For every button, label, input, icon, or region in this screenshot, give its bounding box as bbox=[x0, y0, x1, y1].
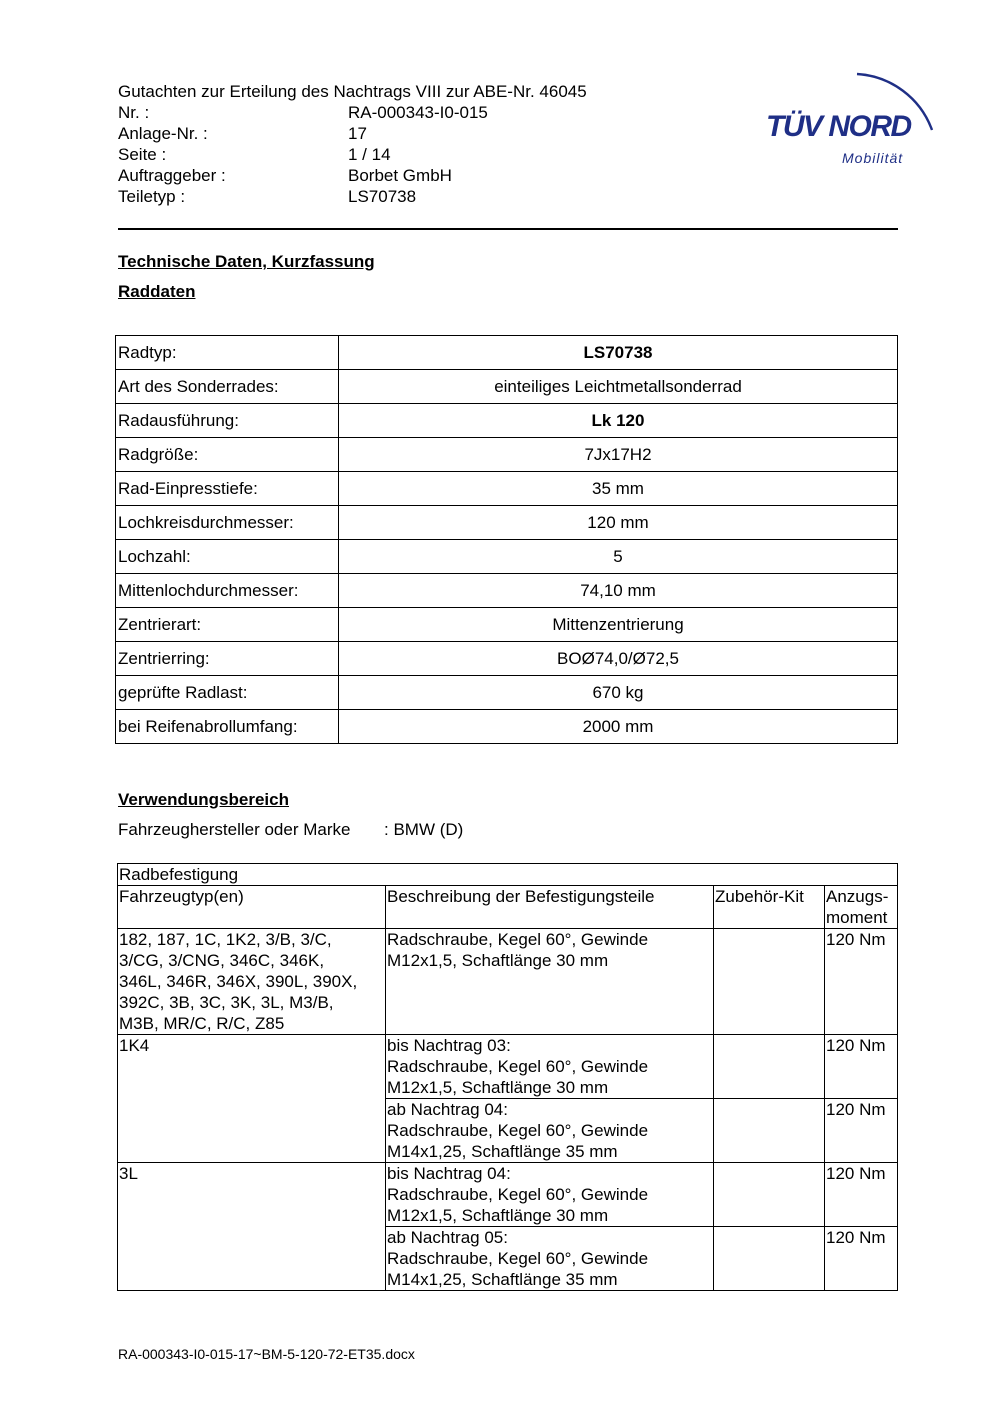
table-row bbox=[116, 370, 898, 404]
raddaten-value: Lk 120 bbox=[339, 404, 898, 438]
table-row bbox=[116, 642, 898, 676]
raddaten-value: 670 kg bbox=[339, 676, 898, 710]
torque-cell: 120 Nm bbox=[825, 1227, 898, 1291]
torque-cell: 120 Nm bbox=[825, 1099, 898, 1163]
vehicle-maker-label: Fahrzeughersteller oder Marke bbox=[118, 820, 351, 839]
raddaten-value: 120 mm bbox=[339, 506, 898, 540]
vehicle-maker-value: : BMW (D) bbox=[384, 820, 464, 839]
column-header: Beschreibung der Befestigungsteile bbox=[386, 886, 714, 929]
raddaten-label: Zentrierart: bbox=[116, 608, 339, 642]
raddaten-value: 35 mm bbox=[339, 472, 898, 506]
raddaten-value: BOØ74,0/Ø72,5 bbox=[339, 642, 898, 676]
section-heading-technische-daten: Technische Daten, Kurzfassung bbox=[118, 252, 375, 271]
fastener-description-cell: bis Nachtrag 04: Radschraube, Kegel 60°, Gewinde M12x1,5, Schaftlänge 30 mm bbox=[386, 1163, 714, 1227]
raddaten-label: Radgröße: bbox=[116, 438, 339, 472]
tuv-nord-logo bbox=[762, 58, 942, 173]
radbefestigung-table bbox=[117, 863, 898, 1291]
raddaten-label: Mittenlochdurchmesser: bbox=[116, 574, 339, 608]
fastener-description-cell: bis Nachtrag 03: Radschraube, Kegel 60°, Gewinde M12x1,5, Schaftlänge 30 mm bbox=[386, 1035, 714, 1099]
raddaten-value: 7Jx17H2 bbox=[339, 438, 898, 472]
raddaten-value: einteiliges Leichtmetallsonderrad bbox=[339, 370, 898, 404]
section-heading-verwendungsbereich: Verwendungsbereich bbox=[118, 790, 289, 809]
fastener-description-cell: ab Nachtrag 04: Radschraube, Kegel 60°, Gewinde M14x1,25, Schaftlänge 35 mm bbox=[386, 1099, 714, 1163]
accessory-kit-cell bbox=[714, 929, 825, 1035]
table-row bbox=[118, 929, 898, 1035]
accessory-kit-cell bbox=[714, 1035, 825, 1099]
header-nr-value: RA-000343-I0-015 bbox=[348, 103, 488, 122]
column-header: Anzugs- moment bbox=[825, 886, 898, 929]
table-row bbox=[116, 404, 898, 438]
header-nr-label: Nr. : bbox=[118, 103, 150, 122]
table-row bbox=[118, 1035, 898, 1099]
logo-brand-text: TÜV NORD bbox=[766, 110, 911, 143]
table-row bbox=[116, 574, 898, 608]
header-divider bbox=[118, 228, 898, 230]
header-teiletyp-label: Teiletyp : bbox=[118, 187, 186, 206]
table-title-row bbox=[118, 864, 898, 886]
table-header-row bbox=[118, 886, 898, 929]
raddaten-value: Mittenzentrierung bbox=[339, 608, 898, 642]
raddaten-value: LS70738 bbox=[339, 336, 898, 370]
table-row bbox=[116, 676, 898, 710]
raddaten-label: Zentrierring: bbox=[116, 642, 339, 676]
radbefestigung-title: Radbefestigung bbox=[118, 864, 898, 886]
header-auftraggeber-value: Borbet GmbH bbox=[348, 166, 452, 185]
accessory-kit-cell bbox=[714, 1163, 825, 1227]
logo-sub-text: Mobilität bbox=[842, 150, 904, 166]
raddaten-value: 74,10 mm bbox=[339, 574, 898, 608]
vehicle-types-cell: 3L bbox=[118, 1163, 386, 1291]
table-row bbox=[116, 506, 898, 540]
raddaten-label: Lochzahl: bbox=[116, 540, 339, 574]
column-header: Fahrzeugtyp(en) bbox=[118, 886, 386, 929]
raddaten-label: Art des Sonderrades: bbox=[116, 370, 339, 404]
raddaten-label: Radausführung: bbox=[116, 404, 339, 438]
accessory-kit-cell bbox=[714, 1099, 825, 1163]
table-row bbox=[116, 710, 898, 744]
raddaten-label: Radtyp: bbox=[116, 336, 339, 370]
vehicle-maker-line bbox=[118, 820, 464, 840]
raddaten-label: Lochkreisdurchmesser: bbox=[116, 506, 339, 540]
accessory-kit-cell bbox=[714, 1227, 825, 1291]
vehicle-types-cell: 1K4 bbox=[118, 1035, 386, 1163]
torque-cell: 120 Nm bbox=[825, 929, 898, 1035]
table-row bbox=[116, 540, 898, 574]
table-row bbox=[116, 472, 898, 506]
raddaten-table bbox=[115, 335, 898, 744]
raddaten-label: Rad-Einpresstiefe: bbox=[116, 472, 339, 506]
table-row bbox=[116, 336, 898, 370]
header-anlage-label: Anlage-Nr. : bbox=[118, 124, 208, 143]
torque-cell: 120 Nm bbox=[825, 1035, 898, 1099]
torque-cell: 120 Nm bbox=[825, 1163, 898, 1227]
column-header: Zubehör-Kit bbox=[714, 886, 825, 929]
footer-filename: RA-000343-I0-015-17~BM-5-120-72-ET35.docx bbox=[118, 1346, 415, 1362]
raddaten-value: 2000 mm bbox=[339, 710, 898, 744]
header-auftraggeber-label: Auftraggeber : bbox=[118, 166, 226, 185]
raddaten-label: bei Reifenabrollumfang: bbox=[116, 710, 339, 744]
raddaten-value: 5 bbox=[339, 540, 898, 574]
table-row bbox=[118, 1163, 898, 1227]
vehicle-types-cell: 182, 187, 1C, 1K2, 3/B, 3/C, 3/CG, 3/CNG, 346C, 346K, 346L, 346R, 346X, 390L, 390X, 392C, 3B, 3C, 3K, 3L, M3/B, M3B, MR/C, R/C, Z85 bbox=[118, 929, 386, 1035]
table-row bbox=[116, 608, 898, 642]
header-teiletyp-value: LS70738 bbox=[348, 187, 417, 206]
section-subheading-raddaten: Raddaten bbox=[118, 282, 196, 301]
header-title: Gutachten zur Erteilung des Nachtrags VIII zur ABE-Nr. 46045 bbox=[118, 82, 587, 101]
table-row bbox=[116, 438, 898, 472]
raddaten-label: geprüfte Radlast: bbox=[116, 676, 339, 710]
header-anlage-value: 17 bbox=[348, 124, 367, 143]
header-seite-value: 1 / 14 bbox=[348, 145, 391, 164]
header-seite-label: Seite : bbox=[118, 145, 167, 164]
fastener-description-cell: ab Nachtrag 05: Radschraube, Kegel 60°, Gewinde M14x1,25, Schaftlänge 35 mm bbox=[386, 1227, 714, 1291]
fastener-description-cell: Radschraube, Kegel 60°, Gewinde M12x1,5, Schaftlänge 30 mm bbox=[386, 929, 714, 1035]
